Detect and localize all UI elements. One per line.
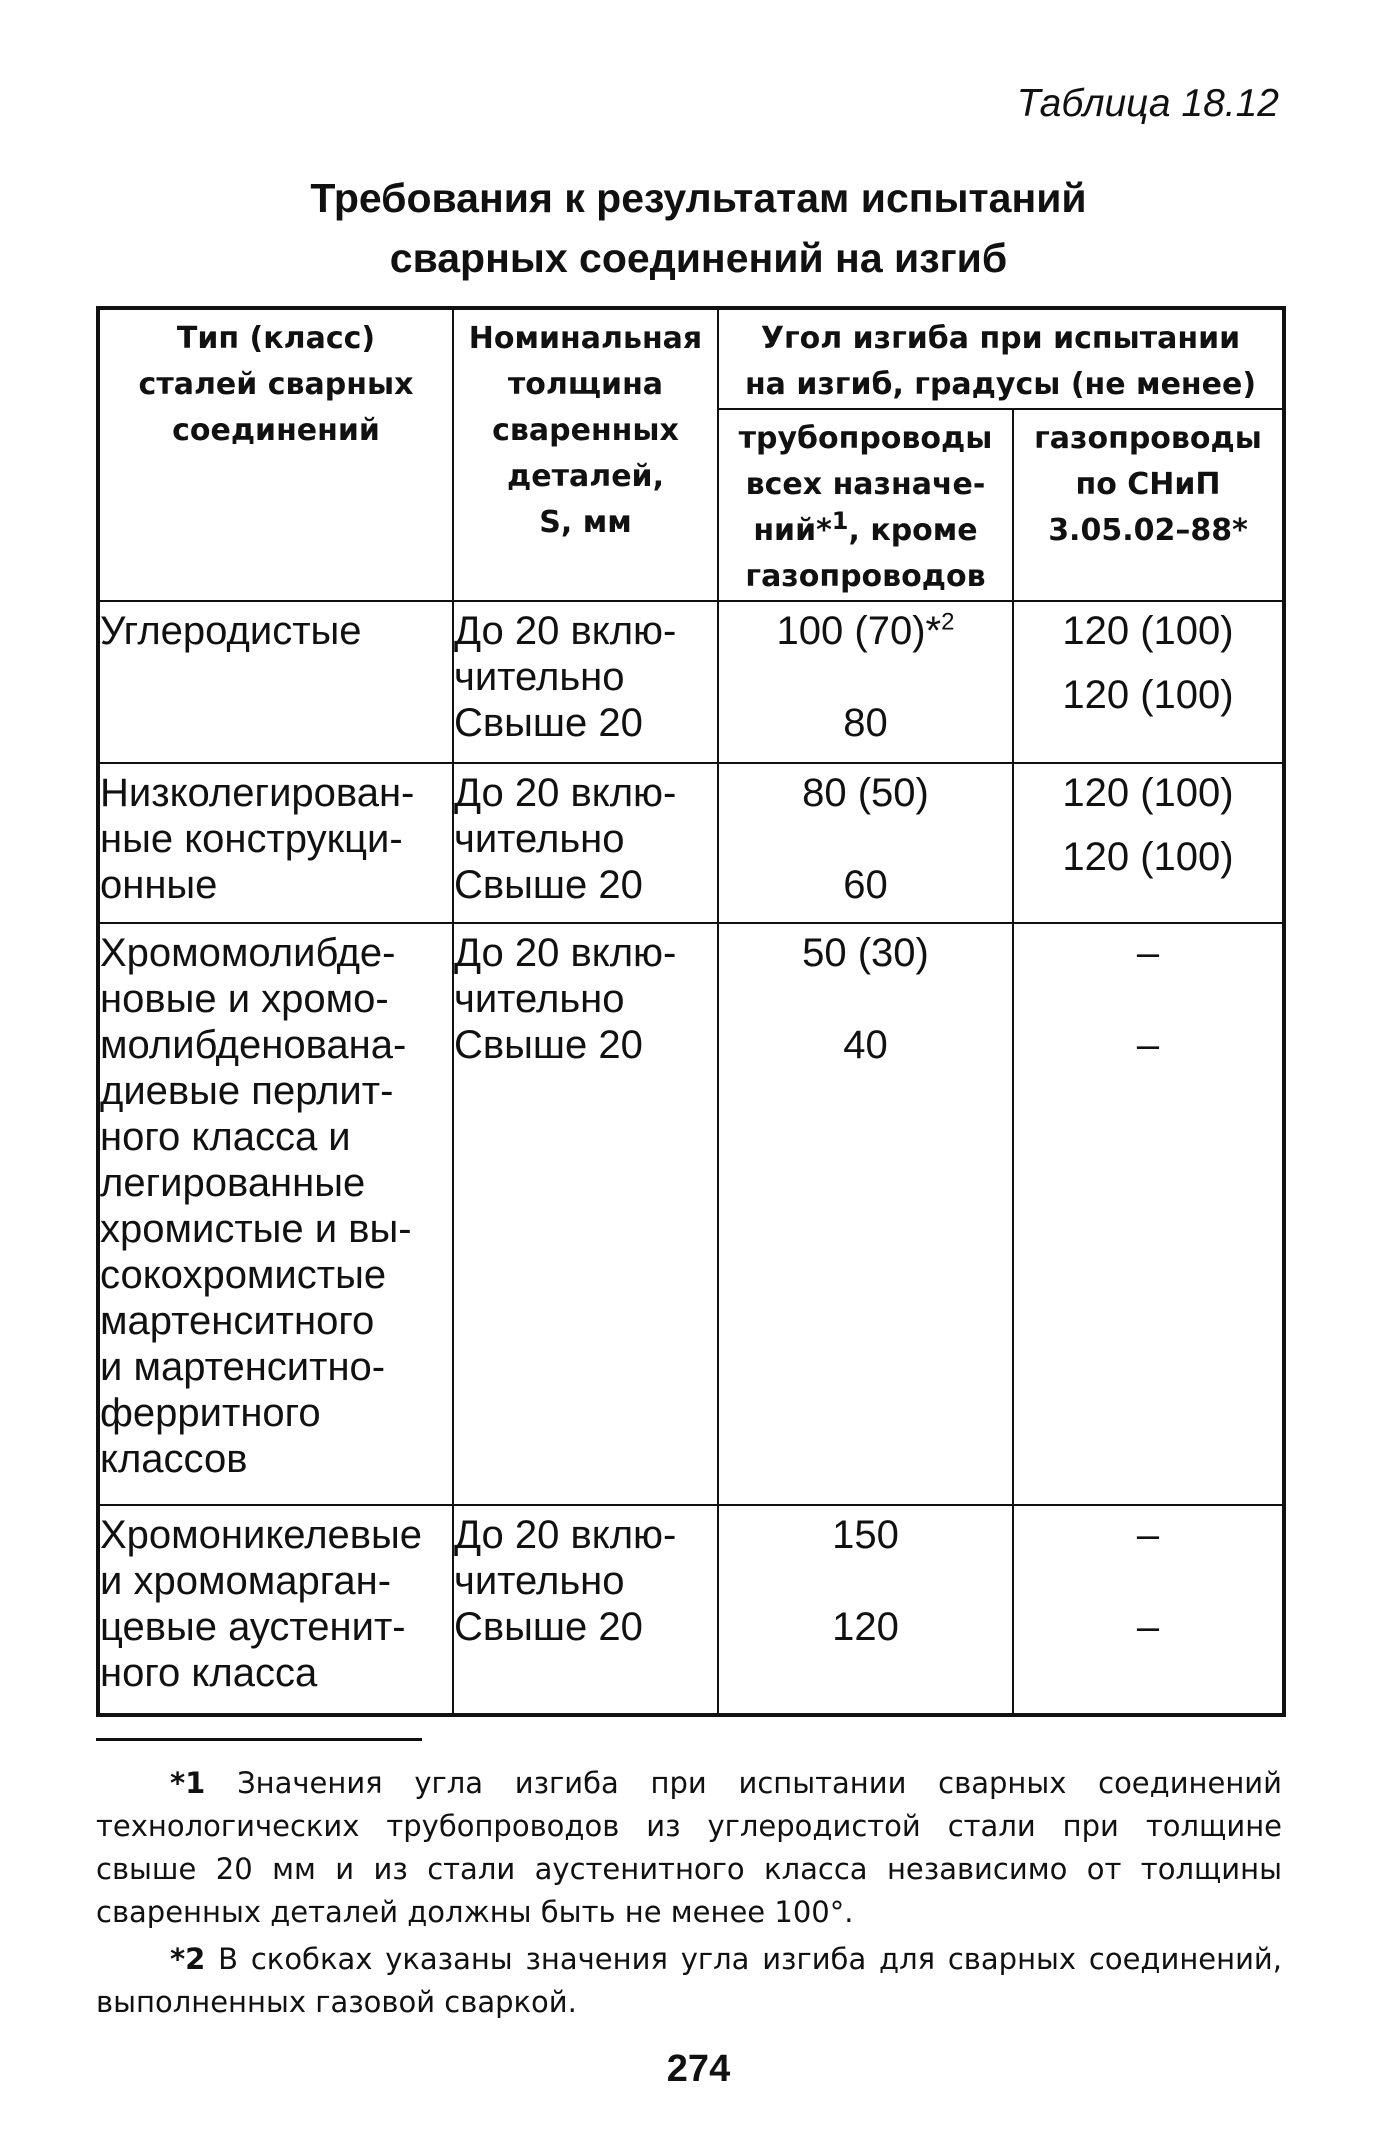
- table-label: Таблица 18.12: [1016, 82, 1279, 125]
- cell-thickness: До 20 вклю- чительно Свыше 20: [453, 601, 718, 763]
- cell-gas-angle: 120 (100) 120 (100): [1013, 763, 1284, 923]
- cell-steel-type: Хромомолибде- новые и хромо- молибденована- диевые перлит- ного класса и легированные хромистые и вы- сокохромистые мартенситного и мартенситно- ферритного классов: [98, 923, 453, 1505]
- cell-pipe-angle: 50 (30) 40: [718, 923, 1013, 1505]
- header-pipelines: трубопроводы всех назначе- ний*$^1$, кроме газопроводов: [718, 409, 1013, 601]
- page-number: 274: [666, 2048, 731, 2090]
- header-steel-type: Тип (класс) сталей сварных соединений: [98, 308, 453, 601]
- page-title: [0, 168, 1397, 288]
- table-row: [98, 923, 1284, 1505]
- footnote-2-mark: *2: [170, 1942, 206, 1976]
- footnote-1-mark: *1: [170, 1766, 206, 1800]
- table-row: [98, 763, 1284, 923]
- footnote-2: [96, 1938, 1282, 2024]
- cell-steel-type: Хромоникелевые и хромомарган- цевые аустенит- ного класса: [98, 1505, 453, 1715]
- cell-pipe-angle: 100 (70)*$^2$ 80: [718, 601, 1013, 763]
- footnote-mark-1: 1: [831, 507, 849, 535]
- footnote-1-text: Значения угла изгиба при испытании сварных соединений технологических трубопроводов из углеродистой стали при толщине свыше 20 мм и из стали аустенитного класса независимо от толщины сваренных деталей должны быть не менее 100°.: [96, 1766, 1283, 1929]
- table-row: [98, 1505, 1284, 1715]
- footnote-2-text: В скобках указаны значения угла изгиба для сварных соединений, выполненных газовой сваркой.: [96, 1942, 1283, 2019]
- cell-gas-angle: – –: [1013, 923, 1284, 1505]
- cell-thickness: До 20 вклю- чительно Свыше 20: [453, 1505, 718, 1715]
- title-line-2: сварных соединений на изгиб: [389, 235, 1008, 281]
- footnote-1: [96, 1762, 1282, 1934]
- cell-thickness: До 20 вклю- чительно Свыше 20: [453, 923, 718, 1505]
- cell-thickness: До 20 вклю- чительно Свыше 20: [453, 763, 718, 923]
- table-row: [98, 601, 1284, 763]
- header-gas-pipelines: газопроводы по СНиП 3.05.02–88*: [1013, 409, 1284, 601]
- title-line-1: Требования к результатам испытаний: [310, 175, 1087, 221]
- footnote-divider: [96, 1738, 422, 1741]
- requirements-table: [96, 306, 1286, 1717]
- footnote-mark-2: 2: [941, 608, 955, 636]
- cell-pipe-angle: 150 120: [718, 1505, 1013, 1715]
- cell-steel-type: Углеродистые: [98, 601, 453, 763]
- cell-gas-angle: – –: [1013, 1505, 1284, 1715]
- header-thickness: Номинальная толщина сваренных деталей, S, мм: [453, 308, 718, 601]
- cell-steel-type: Низколегирован- ные конструкци- онные: [98, 763, 453, 923]
- header-bend-angle: Угол изгиба при испытании на изгиб, градусы (не менее): [718, 308, 1284, 409]
- cell-gas-angle: 120 (100) 120 (100): [1013, 601, 1284, 763]
- cell-pipe-angle: 80 (50) 60: [718, 763, 1013, 923]
